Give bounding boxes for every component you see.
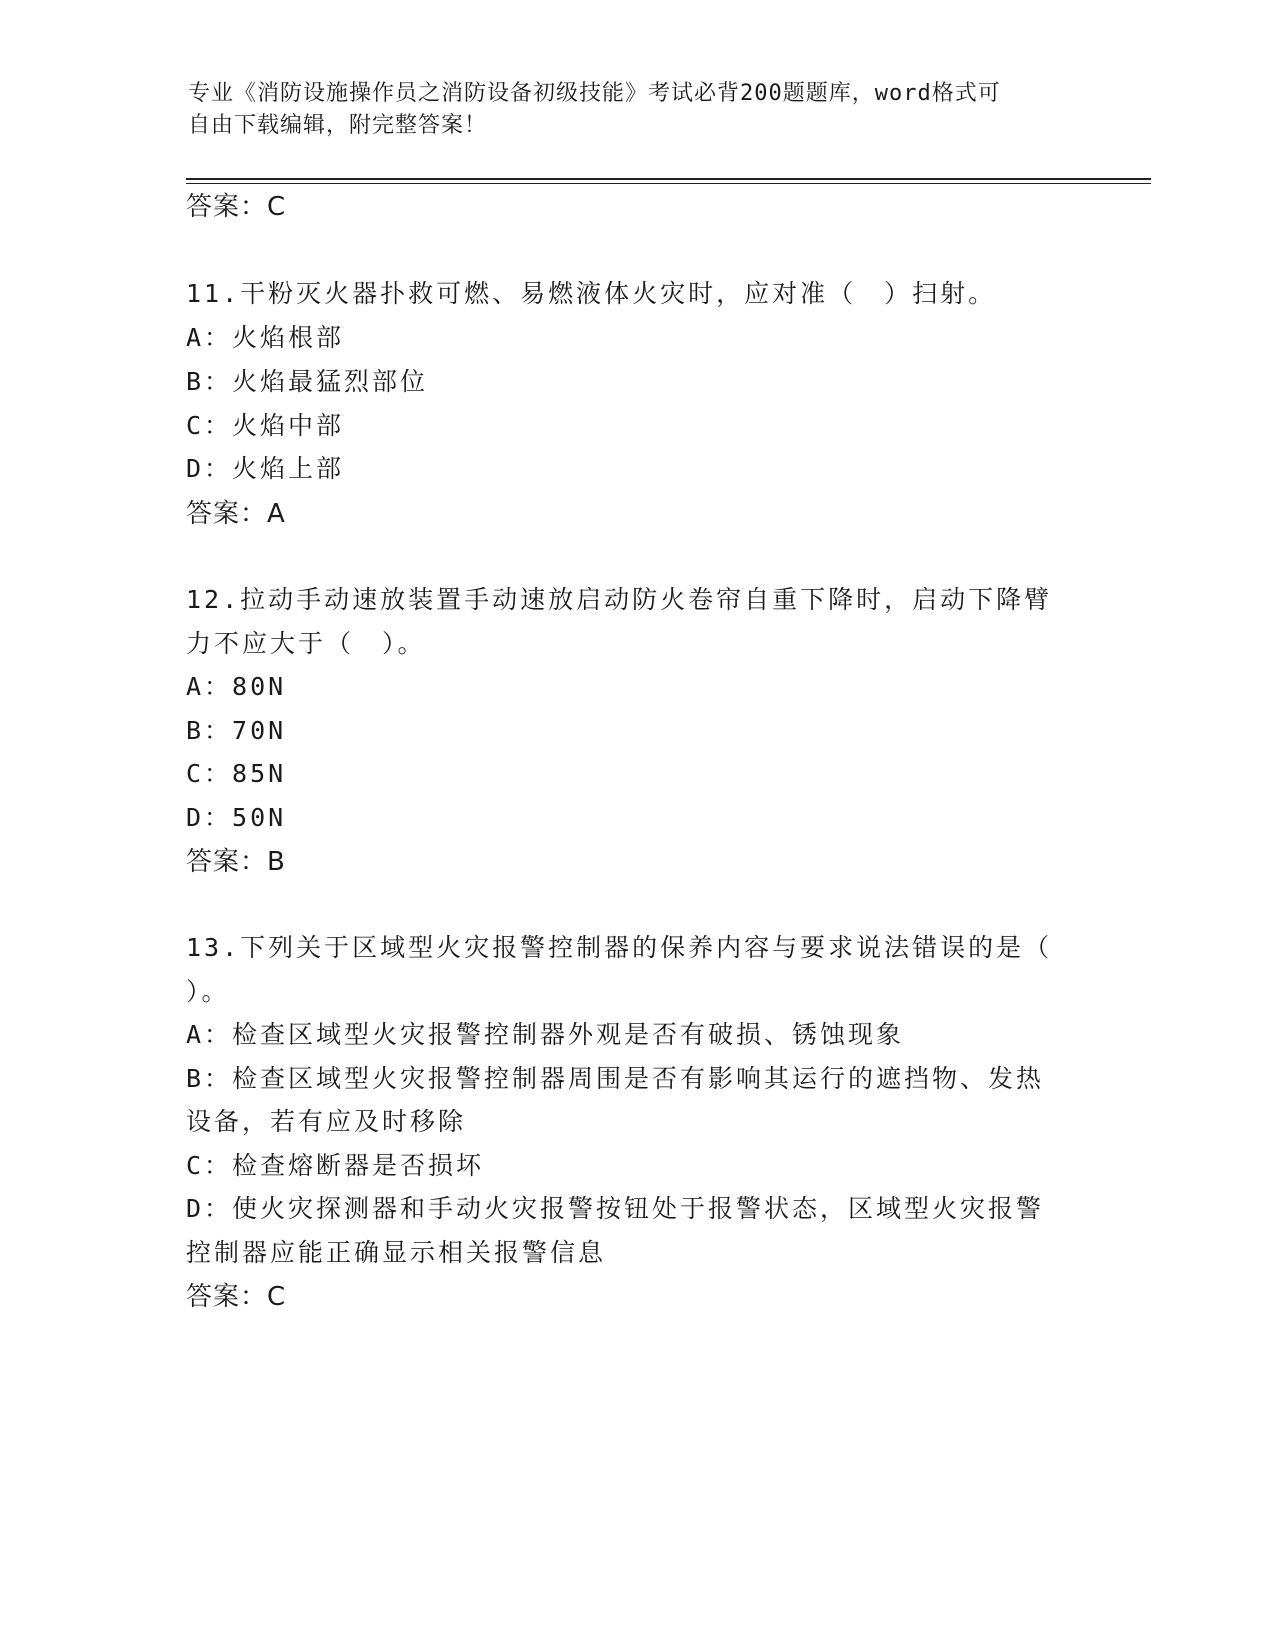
question-13-option-b-line-2: 设备，若有应及时移除: [186, 1107, 467, 1136]
answer-previous: 答案：C: [186, 192, 287, 222]
question-12-stem-line-1: 12.拉动手动速放装置手动速放启动防火卷帘自重下降时，启动下降臂: [186, 585, 1053, 614]
question-11-option-d: D：火焰上部: [186, 454, 345, 483]
question-13-answer: 答案：C: [186, 1282, 287, 1312]
question-13-stem-line-1: 13.下列关于区域型火灾报警控制器的保养内容与要求说法错误的是（: [186, 933, 1053, 962]
question-12-answer: 答案：B: [186, 847, 286, 877]
question-13-option-d-line-1: D：使火灾探测器和手动火灾报警按钮处于报警状态，区域型火灾报警: [186, 1194, 1045, 1223]
question-11-answer: 答案：A: [186, 499, 286, 529]
question-11-option-b: B：火焰最猛烈部位: [186, 367, 429, 396]
question-11-option-a: A：火焰根部: [186, 323, 345, 352]
question-13-option-c: C：检查熔断器是否损坏: [186, 1151, 485, 1180]
question-13-option-d-line-2: 控制器应能正确显示相关报警信息: [186, 1238, 607, 1267]
question-11-option-c: C：火焰中部: [186, 411, 345, 440]
question-11-stem: 11.干粉灭火器扑救可燃、易燃液体火灾时，应对准（ ）扫射。: [186, 279, 997, 308]
question-12-option-b: B：70N: [186, 716, 287, 745]
question-12-stem-line-2: 力不应大于（ ）。: [186, 629, 426, 658]
document-header-line-2: 自由下载编辑，附完整答案！: [188, 113, 488, 138]
question-13-option-a: A：检查区域型火灾报警控制器外观是否有破损、锈蚀现象: [186, 1020, 905, 1049]
question-13-option-b-line-1: B：检查区域型火灾报警控制器周围是否有影响其运行的遮挡物、发热: [186, 1064, 1045, 1093]
document-header-line-1: 专业《消防设施操作员之消防设备初级技能》考试必背200题题库，word格式可: [188, 81, 1001, 106]
header-divider: [186, 178, 1151, 180]
question-12-option-a: A：80N: [186, 672, 287, 701]
question-13-stem-line-2: ）。: [186, 977, 230, 1006]
question-12-option-c: C：85N: [186, 759, 287, 788]
header-divider-thin: [186, 183, 1151, 184]
question-12-option-d: D：50N: [186, 803, 287, 832]
